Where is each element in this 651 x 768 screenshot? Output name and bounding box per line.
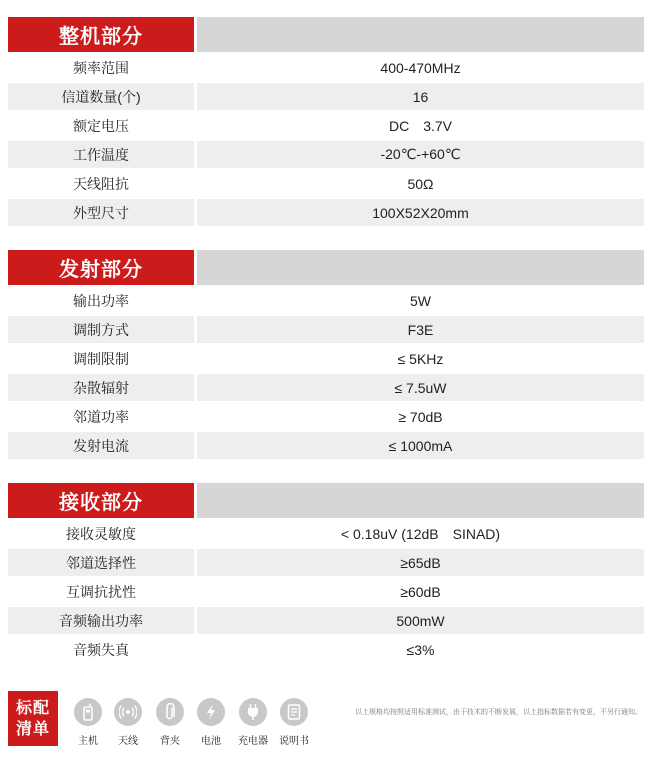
manual-icon — [280, 698, 308, 726]
spec-value: -20℃-+60℃ — [197, 141, 644, 168]
spec-value: ≥ 70dB — [197, 403, 644, 430]
spec-label: 邻道选择性 — [8, 549, 194, 576]
accessory-label: 电池 — [201, 736, 221, 747]
spec-row — [8, 54, 644, 81]
section-title: 接收部分 — [8, 483, 194, 518]
spec-value: 400-470MHz — [197, 54, 644, 81]
spec-label: 接收灵敏度 — [8, 520, 194, 547]
spec-row — [8, 636, 644, 663]
spec-label: 调制方式 — [8, 316, 194, 343]
clip-icon — [156, 698, 184, 726]
section-title: 整机部分 — [8, 17, 194, 52]
spec-label: 天线阻抗 — [8, 170, 194, 197]
spec-value: 50Ω — [197, 170, 644, 197]
spec-label: 邻道功率 — [8, 403, 194, 430]
package-badge — [8, 691, 58, 746]
spec-label: 音频输出功率 — [8, 607, 194, 634]
spec-value: 100X52X20mm — [197, 199, 644, 226]
spec-row — [8, 170, 644, 197]
spec-label: 外型尺寸 — [8, 199, 194, 226]
spec-value: 16 — [197, 83, 644, 110]
section-header — [8, 483, 644, 518]
spec-row — [8, 345, 644, 372]
spec-row — [8, 549, 644, 576]
badge-line-2: 清单 — [15, 720, 50, 738]
spec-row — [8, 199, 644, 226]
section-general — [8, 17, 644, 226]
spec-label: 发射电流 — [8, 432, 194, 459]
accessory-item — [68, 698, 108, 747]
spec-row — [8, 112, 644, 139]
spec-value: ≤ 1000mA — [197, 432, 644, 459]
section-header — [8, 17, 644, 52]
spec-label: 频率范围 — [8, 54, 194, 81]
section-receive — [8, 483, 644, 663]
accessory-label: 说明书 — [279, 736, 309, 747]
spec-value: ≥60dB — [197, 578, 644, 605]
spec-row — [8, 316, 644, 343]
spec-row — [8, 432, 644, 459]
spec-value: ≥65dB — [197, 549, 644, 576]
spec-label: 调制限制 — [8, 345, 194, 372]
accessory-item — [108, 698, 148, 747]
spec-row — [8, 607, 644, 634]
charger-icon — [239, 698, 267, 726]
badge-line-1: 标配 — [15, 699, 50, 717]
spec-row — [8, 83, 644, 110]
spec-value: < 0.18uV (12dB SINAD) — [197, 520, 644, 547]
spec-label: 音频失真 — [8, 636, 194, 663]
spec-value: ≤ 7.5uW — [197, 374, 644, 401]
section-transmit — [8, 250, 644, 459]
antenna-icon — [114, 698, 142, 726]
accessory-item — [233, 698, 273, 747]
accessory-label: 背夹 — [160, 736, 180, 747]
spec-value: 500mW — [197, 607, 644, 634]
accessory-label: 主机 — [78, 736, 98, 747]
spec-row — [8, 403, 644, 430]
accessory-label: 充电器 — [238, 736, 268, 747]
accessory-label: 天线 — [118, 736, 138, 747]
spec-label: 输出功率 — [8, 287, 194, 314]
spec-label: 工作温度 — [8, 141, 194, 168]
spec-value: ≤3% — [197, 636, 644, 663]
spec-value: ≤ 5KHz — [197, 345, 644, 372]
spec-value: DC 3.7V — [197, 112, 644, 139]
package-list — [8, 691, 644, 751]
spec-row — [8, 141, 644, 168]
spec-value: F3E — [197, 316, 644, 343]
spec-row — [8, 578, 644, 605]
spec-row — [8, 374, 644, 401]
accessory-item — [150, 698, 190, 747]
section-header-bar — [197, 483, 644, 518]
section-header-bar — [197, 17, 644, 52]
radio-icon — [74, 698, 102, 726]
section-header-bar — [197, 250, 644, 285]
battery-icon — [197, 698, 225, 726]
accessory-item — [191, 698, 231, 747]
spec-row — [8, 520, 644, 547]
section-header — [8, 250, 644, 285]
disclaimer-note: 以上规格均按照适用标准测试，由于技术的不断发展，以上指标数据若有变更，不另行通知。 — [355, 709, 642, 716]
spec-label: 互调抗扰性 — [8, 578, 194, 605]
spec-label: 额定电压 — [8, 112, 194, 139]
spec-label: 杂散辐射 — [8, 374, 194, 401]
spec-value: 5W — [197, 287, 644, 314]
spec-label: 信道数量(个) — [8, 83, 194, 110]
accessory-item — [274, 698, 314, 747]
section-title: 发射部分 — [8, 250, 194, 285]
spec-row — [8, 287, 644, 314]
